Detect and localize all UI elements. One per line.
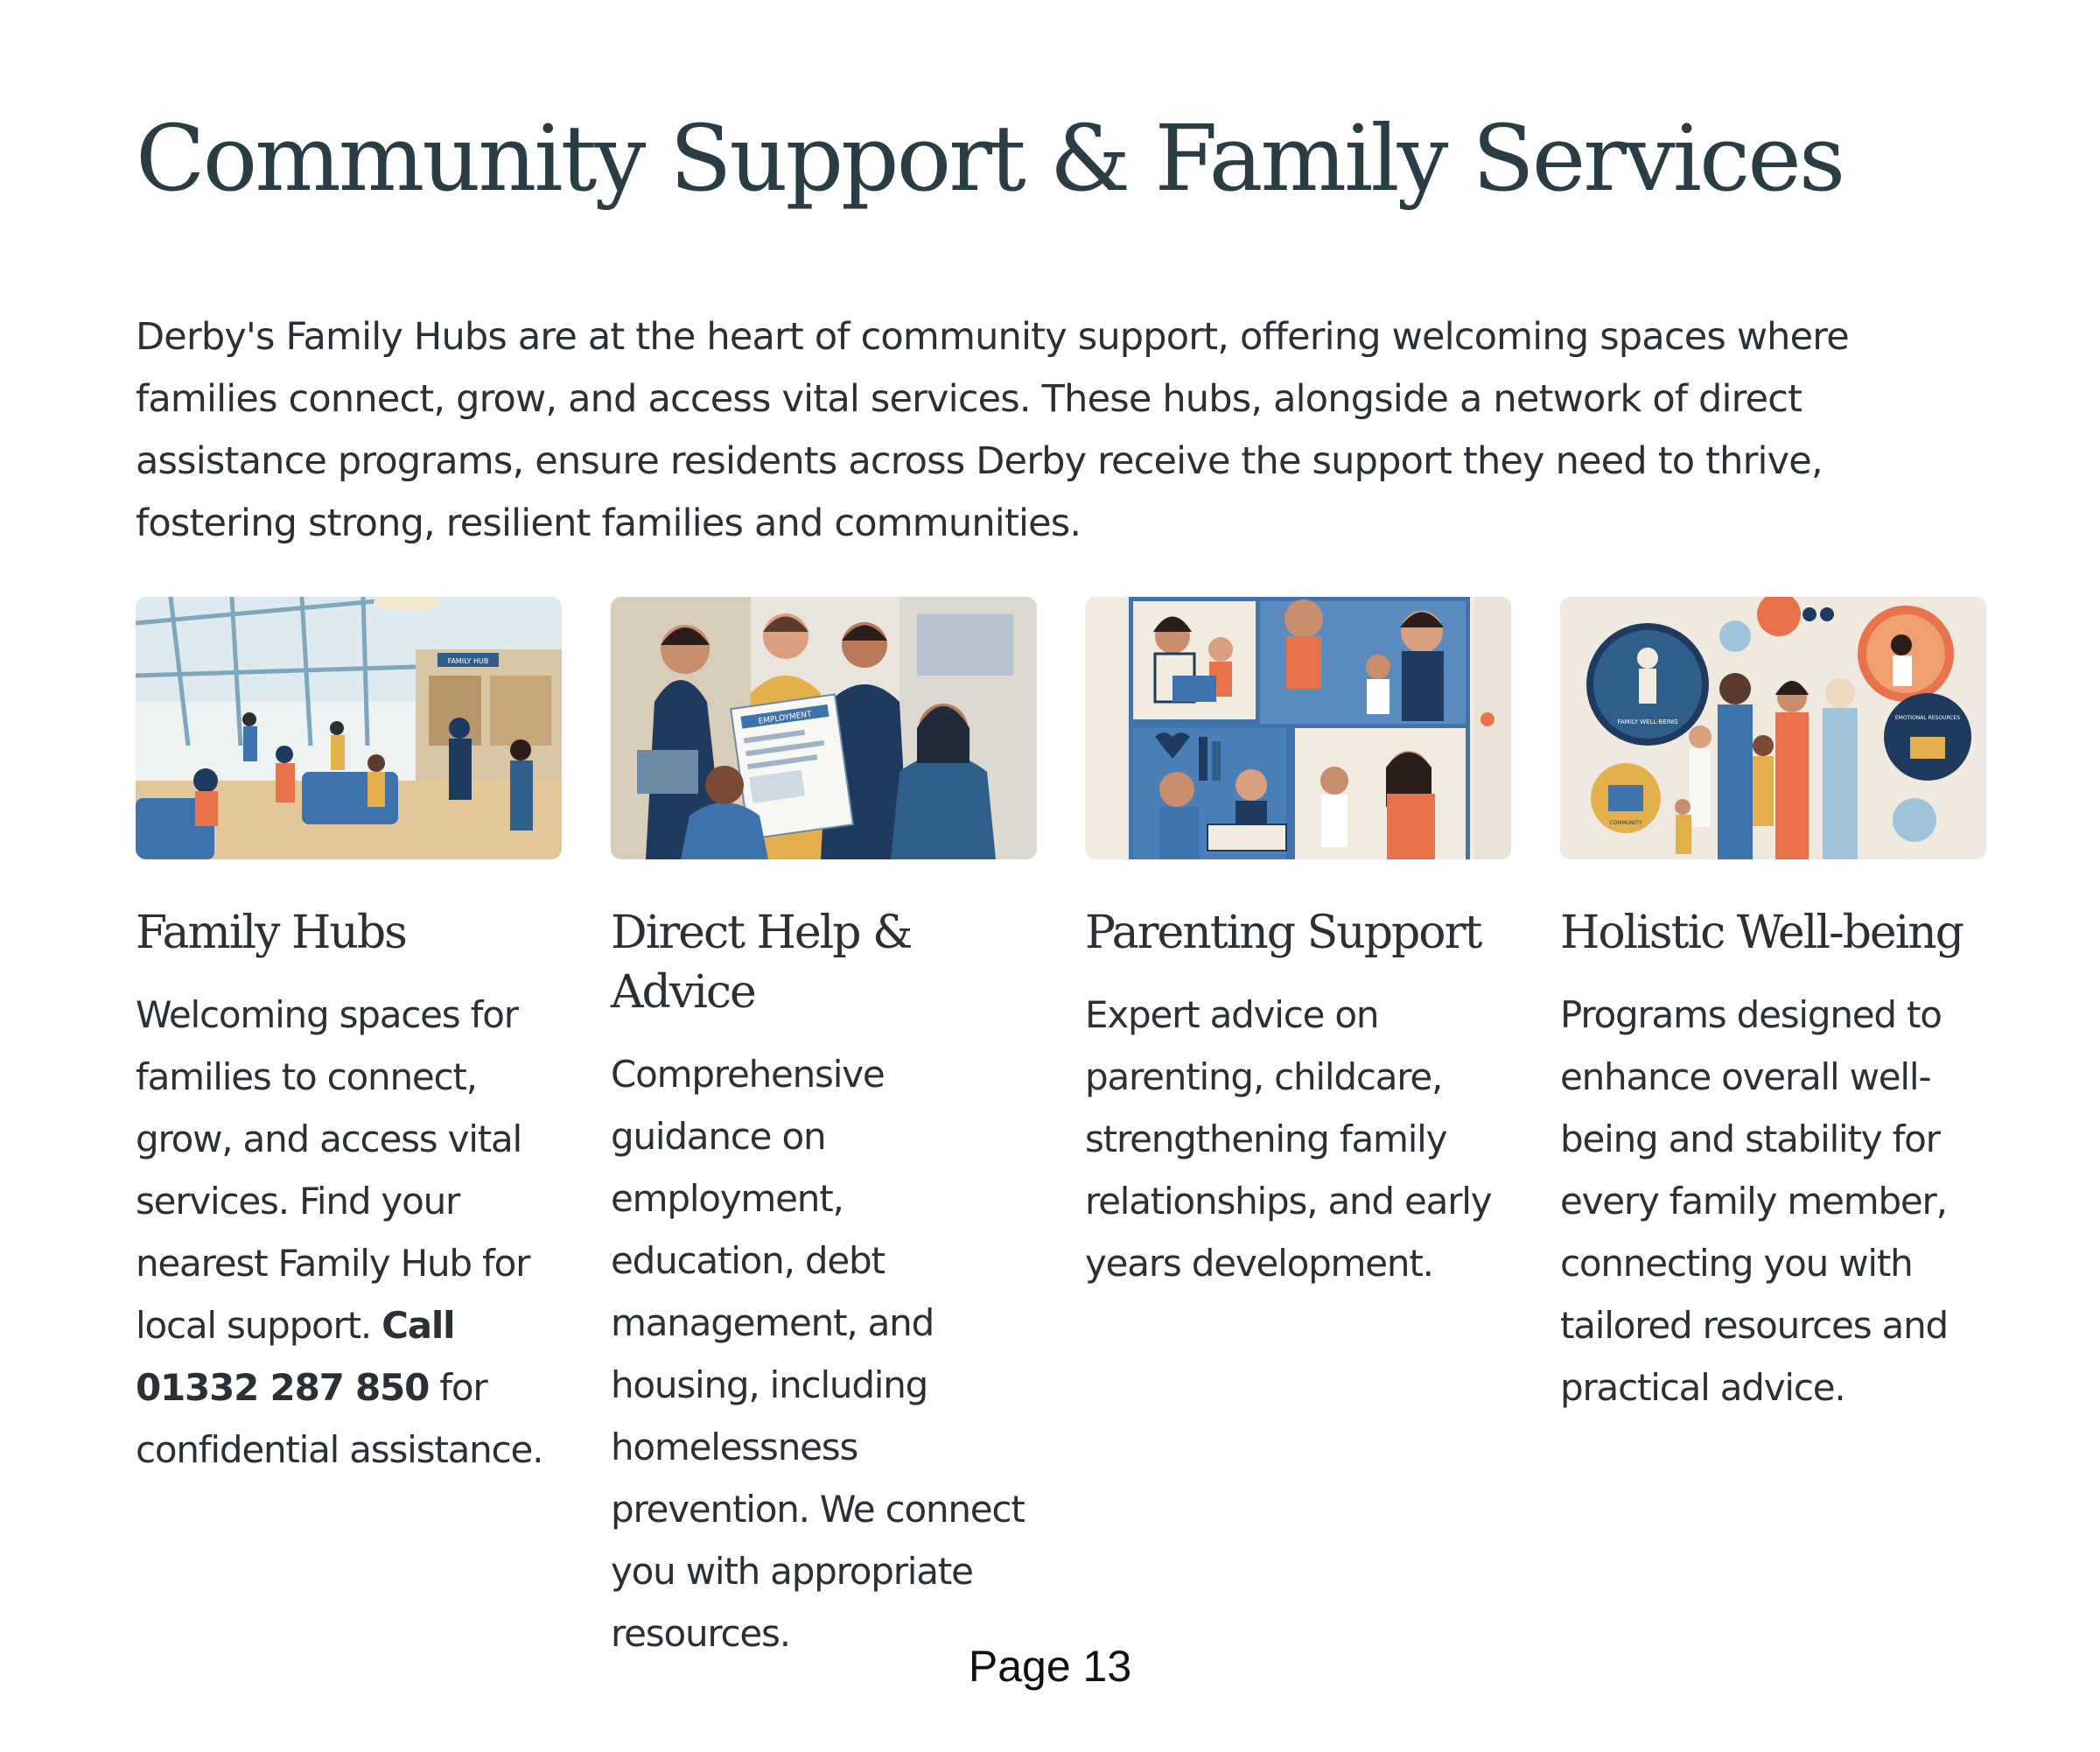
card-parenting-support	[1085, 597, 1511, 1294]
card-title: Parenting Support	[1085, 907, 1481, 959]
card-title: Direct Help & Advice	[611, 907, 912, 1019]
family-hub-interior-illustration-icon	[136, 597, 562, 859]
parenting-collage-illustration-icon	[1085, 597, 1511, 859]
card-title: Holistic Well-being	[1560, 907, 1964, 959]
intro-paragraph: Derby's Family Hubs are at the heart of community support, offering welcoming spaces where families connect, grow, and access vital services. These hubs, alongside a network of direct assistance programs, ensure residents across Derby receive the support they need to thrive, fostering strong, resilient families and communities.	[136, 315, 1849, 545]
card-body: Comprehensive guidance on employment, education, debt management, and housing, including homelessness prevention. We connect you with appropriate resources.	[611, 1053, 1025, 1655]
helpline-phone: Call 01332 287 850	[136, 1304, 455, 1409]
card-body: Expert advice on parenting, childcare, strengthening family relationships, and early years development.	[1085, 993, 1492, 1285]
card-body: Welcoming spaces for families to connect, grow, and access vital services. Find your nearest Family Hub for local support. Call 01332 287 850 for confidential assistance.	[136, 993, 543, 1471]
image-label: EMOTIONAL RESOURCES	[1894, 715, 1961, 721]
card-title: Family Hubs	[136, 907, 406, 959]
family-wellbeing-illustration-icon	[1560, 597, 1986, 859]
page-number: Page 13	[968, 1642, 1132, 1691]
advisors-employment-illustration-icon	[611, 597, 1037, 859]
card-body: Programs designed to enhance overall well-being and stability for every family member, connecting you with tailored resources and practical advice.	[1560, 993, 1948, 1409]
card-direct-help	[611, 597, 1037, 1664]
image-label: EMPLOYMENT	[758, 710, 813, 726]
image-label: COMMUNITY	[1609, 820, 1642, 826]
card-family-hubs	[136, 597, 562, 1481]
card-holistic-wellbeing	[1560, 597, 1986, 1419]
page-title: Community Support & Family Services	[136, 105, 1844, 212]
image-label: FAMILY WELL-BEING	[1617, 718, 1678, 725]
image-label: FAMILY HUB	[447, 657, 489, 665]
